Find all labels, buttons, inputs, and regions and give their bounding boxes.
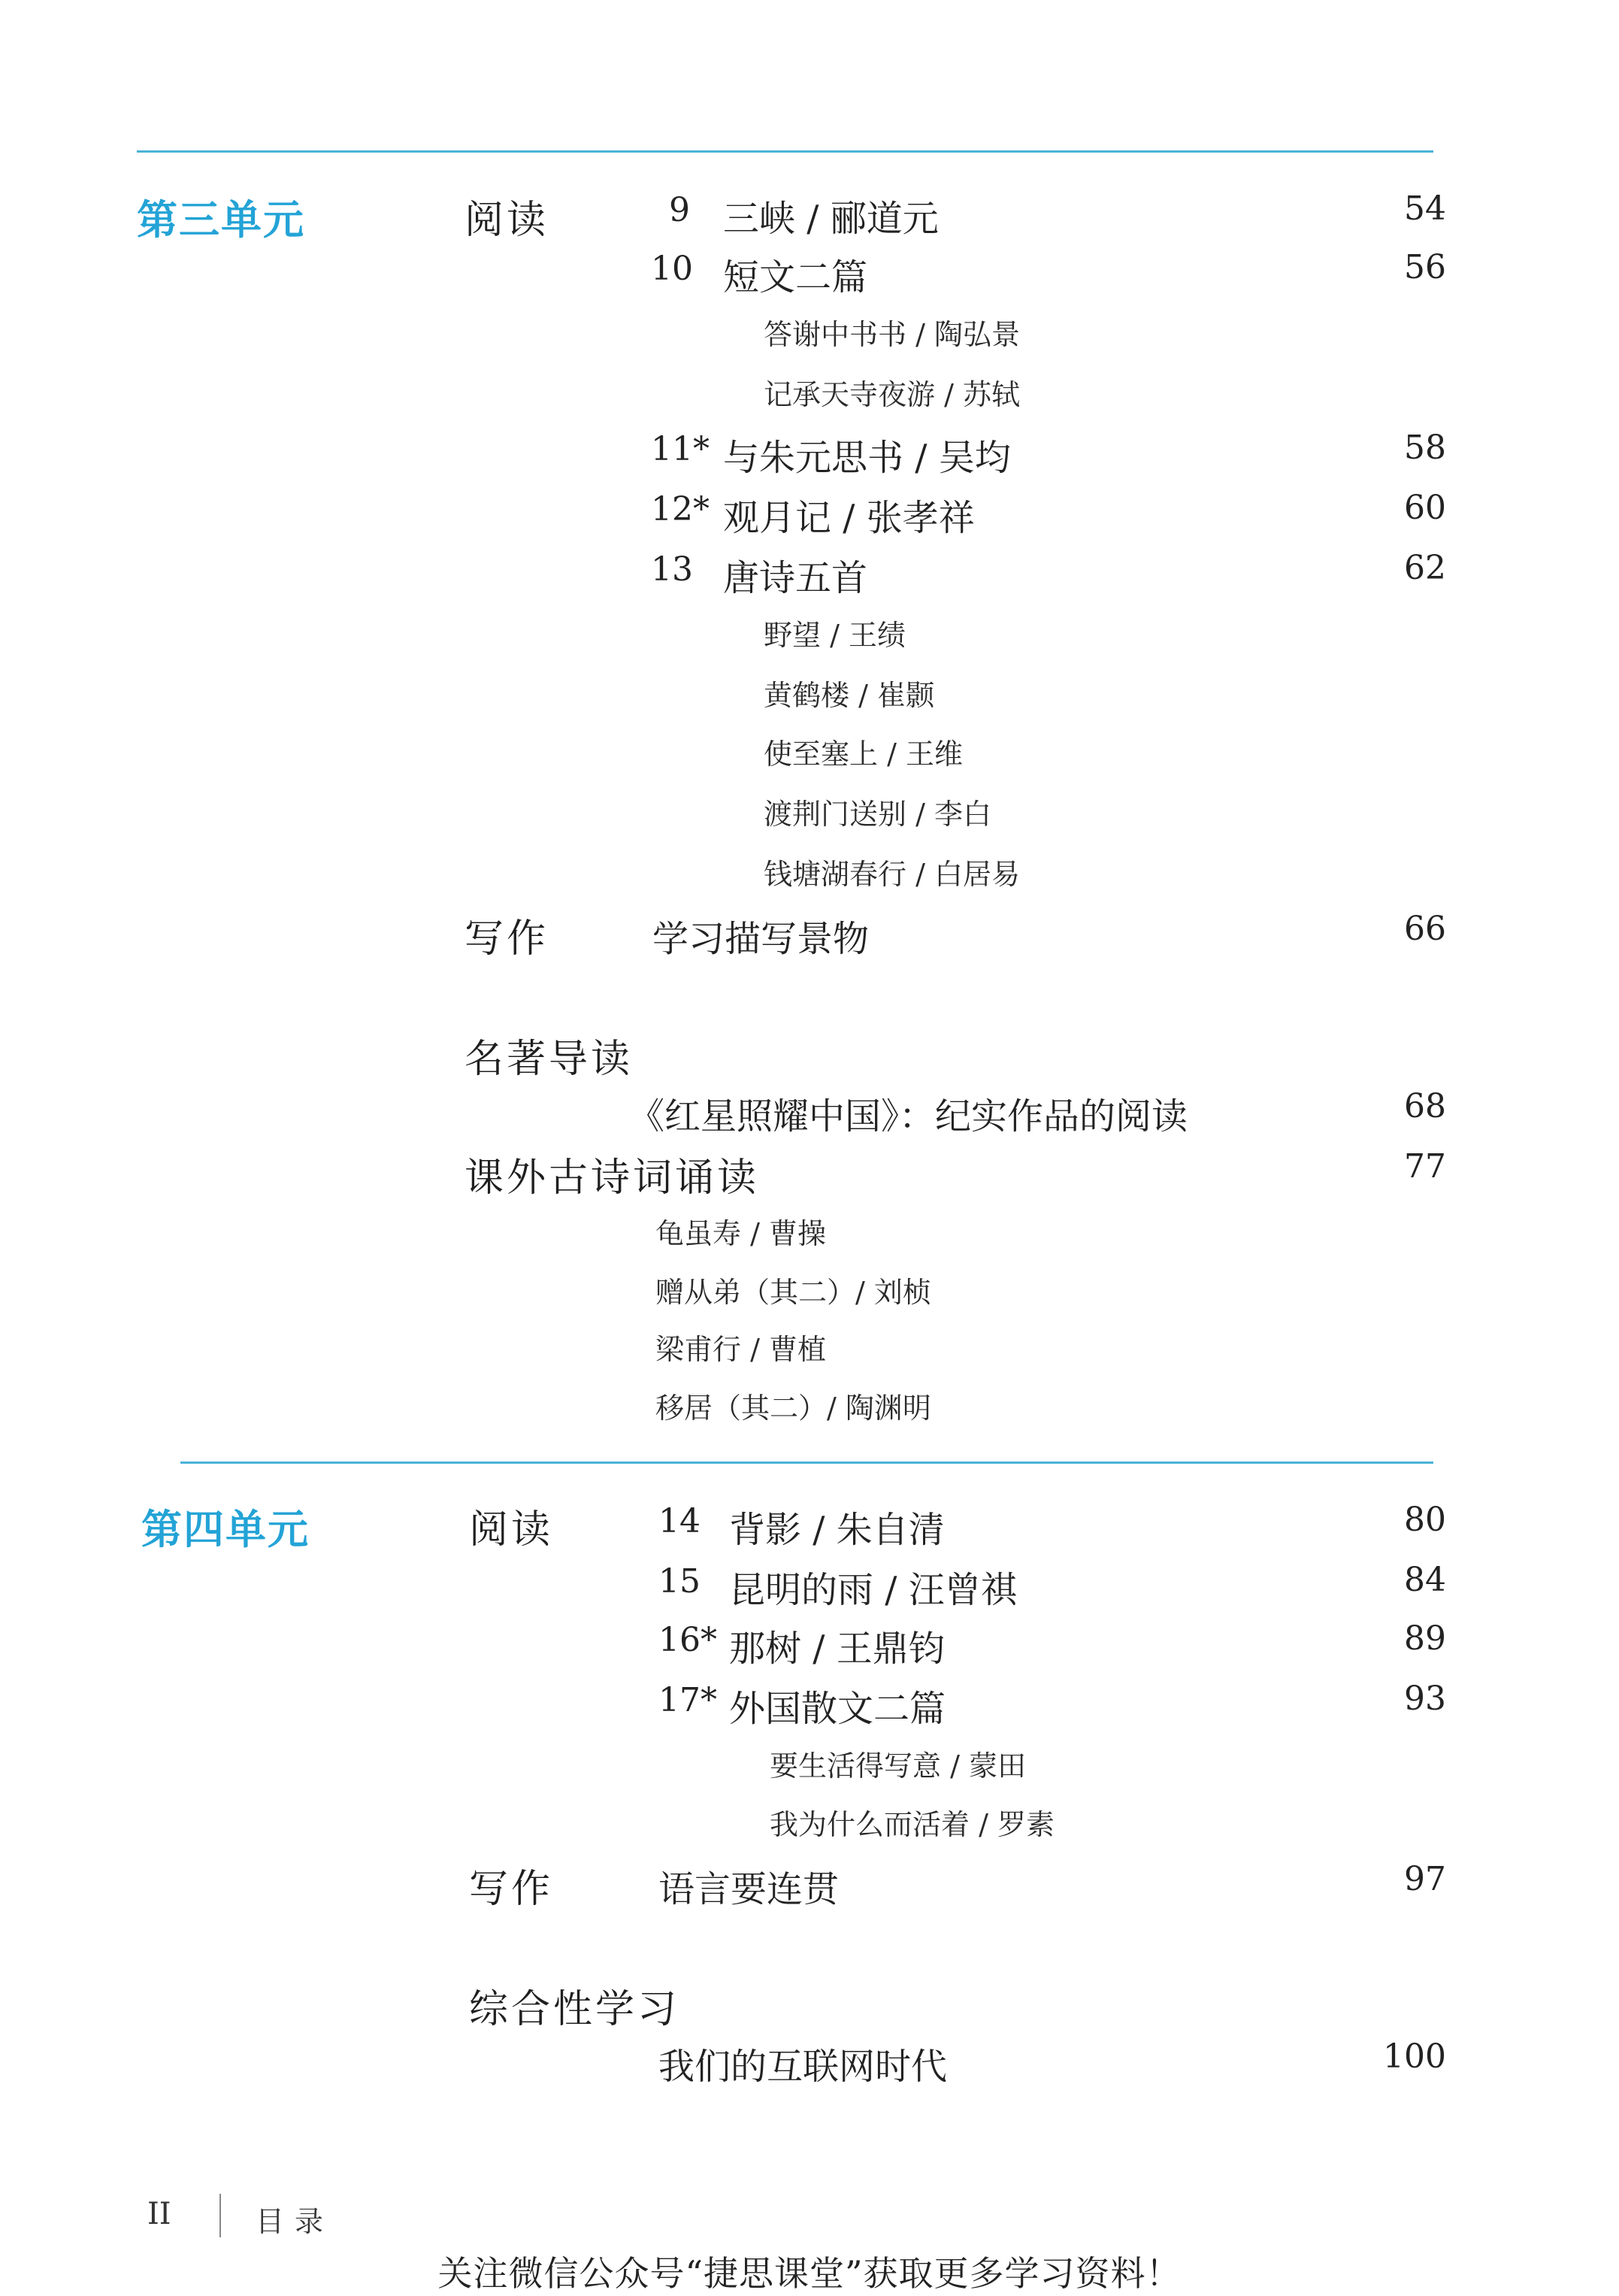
page-number: 100 (1383, 2037, 1446, 2076)
page-number: 58 (1404, 429, 1446, 467)
sub-lesson-title[interactable]: 答谢中书书 / 陶弘景 (764, 318, 1020, 351)
page-number: 80 (1404, 1501, 1446, 1539)
page-number: 66 (1404, 910, 1446, 948)
notice-text: 关注微信公众号“捷思课堂”获取更多学习资料！ (437, 2253, 1182, 2294)
lesson-title[interactable]: 昆明的雨 / 汪曾祺 (729, 1569, 1017, 1611)
sub-lesson-title[interactable]: 要生活得写意 / 蒙田 (770, 1749, 1026, 1783)
page-number-roman: II (147, 2197, 171, 2231)
poem-title[interactable]: 赠从弟（其二）/ 刘桢 (655, 1276, 931, 1309)
classic-title[interactable]: 《红星照耀中国》：纪实作品的阅读 (628, 1095, 1188, 1137)
sub-lesson-title[interactable]: 渡荆门送别 / 李白 (764, 798, 991, 831)
unit4-divider (180, 1462, 1433, 1464)
page-number: 56 (1404, 248, 1446, 286)
page-number: 54 (1404, 189, 1446, 228)
unit3-classic-label: 名著导读 (465, 1037, 634, 1082)
lesson-number: 15 (658, 1562, 701, 1601)
unit3-poems-label: 课外古诗词诵读 (465, 1156, 760, 1201)
lesson-number: 14 (658, 1502, 701, 1540)
poem-title[interactable]: 梁甫行 / 曹植 (655, 1333, 826, 1366)
unit3-divider (137, 150, 1433, 153)
lesson-number: 12* (651, 490, 710, 529)
poem-title[interactable]: 龟虽寿 / 曹操 (655, 1217, 826, 1250)
unit3-writing-label: 写作 (465, 916, 549, 962)
lesson-title[interactable]: 与朱元思书 / 吴均 (723, 437, 1011, 479)
unit3-reading-label: 阅读 (465, 198, 549, 243)
sub-lesson-title[interactable]: 黄鹤楼 / 崔颢 (764, 679, 934, 712)
sub-lesson-title[interactable]: 使至塞上 / 王维 (764, 738, 963, 771)
page-number: 62 (1404, 549, 1446, 587)
unit4-title: 第四单元 (141, 1505, 310, 1553)
lesson-number: 13 (651, 550, 693, 589)
unit3-title: 第三单元 (137, 195, 305, 244)
lesson-title[interactable]: 短文二篇 (723, 256, 868, 298)
lesson-number: 17* (658, 1681, 717, 1719)
page-number: 97 (1404, 1860, 1446, 1898)
sub-lesson-title[interactable]: 钱塘湖春行 / 白居易 (764, 858, 1020, 891)
lesson-number: 10 (651, 250, 693, 288)
lesson-title[interactable]: 观月记 / 张孝祥 (723, 497, 975, 539)
writing-title[interactable]: 学习描写景物 (652, 918, 870, 960)
page-number: 93 (1404, 1680, 1446, 1718)
lesson-number: 16* (658, 1621, 717, 1659)
unit4-integrated-label: 综合性学习 (469, 1987, 680, 2032)
lesson-title[interactable]: 唐诗五首 (723, 557, 868, 599)
page-number: 60 (1404, 489, 1446, 527)
footer-label: 目录 (256, 2205, 334, 2238)
writing-title[interactable]: 语言要连贯 (658, 1868, 840, 1910)
sub-lesson-title[interactable]: 野望 / 王绩 (764, 619, 906, 652)
lesson-title[interactable]: 背影 / 朱自清 (729, 1509, 945, 1551)
page-number: 89 (1404, 1619, 1446, 1658)
lesson-number: 9 (669, 191, 690, 229)
lesson-title[interactable]: 外国散文二篇 (729, 1688, 946, 1730)
unit4-writing-label: 写作 (469, 1867, 554, 1912)
lesson-title[interactable]: 那树 / 王鼎钧 (729, 1628, 945, 1670)
page-number: 68 (1404, 1087, 1446, 1125)
page-number: 84 (1404, 1561, 1446, 1599)
unit4-reading-label: 阅读 (469, 1507, 554, 1552)
lesson-number: 11* (651, 430, 710, 468)
page-number: 77 (1404, 1147, 1446, 1186)
sub-lesson-title[interactable]: 记承天寺夜游 / 苏轼 (764, 378, 1020, 411)
footer-divider (219, 2194, 221, 2237)
lesson-title[interactable]: 三峡 / 郦道元 (723, 198, 939, 240)
poem-title[interactable]: 移居（其二）/ 陶渊明 (655, 1392, 931, 1425)
integrated-title[interactable]: 我们的互联网时代 (658, 2046, 948, 2088)
sub-lesson-title[interactable]: 我为什么而活着 / 罗素 (770, 1808, 1055, 1841)
